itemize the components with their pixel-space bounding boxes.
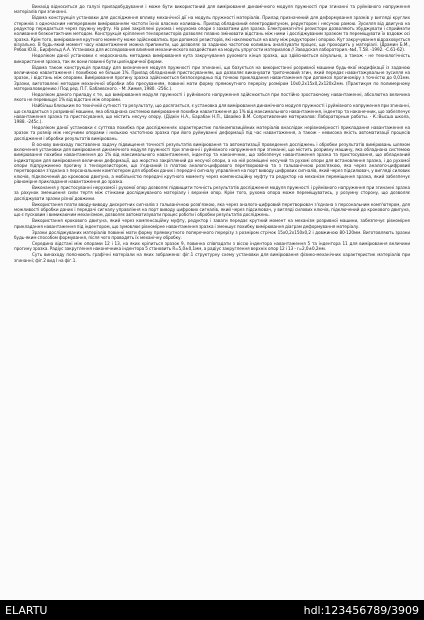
paragraph: Винахід відноситься до галузі приладобудування і може бути використаний для вимірювання динамічного модуля пружності при згинанні та руйнівного напруження матеріалів при згинанні.	[14, 4, 410, 15]
paragraph: Виконання у пристосуванні нерухомої і рухомої опор дозволяє підвищити точність результатів дослідження модуля пружності і руйнівного напруження при згинанні зразка за рахунок зменшення сили тертя між стінками досліджуваного матеріалу і верхнім опор. Крім того, рухома опора може переміщуватись, у розумну сторону, що дозволяє досліджувати зразки різної довжини.	[14, 185, 410, 201]
paragraph: Середина відстані між опорами 12 і 13, на яких кріпиться зразок 9, повинна співпадати з віссю індентора навантаження 5 та індентора 11 для вимірювання величини прогину зразка. Радіус закруглення наконечника індентора 5 становить R=5,0±0,1мм, а радіус закруглення верхніх опор 12 і 13 - r=2,0±0,2мм.	[14, 240, 410, 252]
paragraph: В основу винаходу поставлено задачу підвищення точності результатів вимірювання та автоматизації проведення досліджень і обробки результатів вимірювань шляхом включення установки для вимірювання динамічного модуля пружності при згинанні і руйнівного напруження при згинанні, що містить розривну машину, яка обладнана системою вимірювання похибки навантаження до 1% від максимального навантаження, індентор та наконечник, що забезпечує навантаження зразка та пристосування, що обладнаний індикатором для вимірювання величини деформації, що жорстко закріплений до несучої опори, а на ній розміщені несучий та рухомі опори для встановлення зразка, і до рухомої опори підпружинено прогину з тензорезистором, що з'єднаний із платою аналого-цифрового перетворювача та з гальванічною розв'язкою, яка через аналого-цифровий перетворювач з'єднана з персональним комп'ютером для обробки даних і передачі сигналу управління на порт виводу цифрових сигналів, який через підсилювач, у вигляді силових ключів, підключений до кроковою двигуна, а мобільністю передачі крутного моменту через компенсаційну муфту та редуктор на механізм переміщення зразка, який забезпечує рівномірне прикладання навантаження до зразка.	[14, 141, 410, 185]
paragraph: Недоліком даного приладу є те, що вимірювання модуля пружності і руйнівного напруження здійснюється при постійно зростаючому навантаженні, абсолютна величина якого не перевищує 1% від відстані між опорами.	[14, 91, 410, 103]
handle-label: hdl:123456789/3909	[303, 603, 419, 617]
paragraph: Використання крокового двигуна, який через компенсаційну муфту, редуктор і заваги передає крутний момент на механізм розривної машини, забезпечує рівномірне прикладання навантаження під індентором, що зумовлює рівномірне навантаження зразка і зменшує похибку вимірювання діаграм деформування матеріалу.	[14, 218, 410, 229]
paragraph: Використання плати вводу-виводу дискретних сигналів з гальванічною розв'язкою, яка через аналого-цифровий перетворювач з'єднана з персональним комп'ютером, для можливості обробки даних і передачі сигналу управління на порт виводу цифрових сигналів, який через підсилювач, у вигляді силових ключів, підключений до крокового двигуна, що є пусковим і вимикаючим механізмом, дозволяє автоматизувати процес роботи і обробки результатів досліджень.	[14, 201, 410, 218]
paragraph: Суть винаходу пояснюють графічні матеріали на яких зображено: фіг.1 структурну схему установки для вимірювання фізико-механічних характеристик матеріалів при згинанні; фіг.2 вид I на фіг.1.	[14, 252, 410, 263]
repository-label: ELARTU	[5, 603, 48, 617]
paragraph: Відома також конструкція приладу для визначення модуля пружності при згинанні, що базується на використанні розривної машини будь-якої модифікації із заданою величиною навантаження і похибкою не більше 1%. Прилад обладнаний пристосуванням, що дозволяє виконувати триточковий згин, який передає навантажувальне зусилля на зразок, і відстань між опорами. Вимірювання прогину зразка здійснюється безпосередньо під точкою прикладання навантаження при допомозі прогиноміру з точністю до 0,01мм. Зразки, виготовлені методом механічної обробки або пресуванням, повинні мати форму прямокутного перерізу розміром 10х0,2х15х0,2х120х2мм. (Практикум по полимерному материаловедению / Под ред. П.Г. Бабаевского. - М:.Химия, 1980. -256с.).	[14, 64, 410, 91]
paragraph: Недоліком даної установки є недоскональ методика вимірювання кута закручування рухомого кінця зразка, що здійснюється візуально, а також - не технологічність використання зразка, так як вони повинні бути циліндричної форми.	[14, 53, 410, 64]
paragraph: Зразки досліджуваних матеріалів повинні мати форму прямокутного поперечного перерізу з розміром стрічок 15х0,2х150х0,2 і довжиною 80-120мм. Виготовляють зразки будь-яким способом формування, після чого проводять їх механічну обробку.	[14, 229, 410, 240]
footer-bar	[0, 600, 424, 620]
paragraph: Відома конструкція установки для дослідження впливу механічної дії на модуль пружності матеріалів. Прилад призначений для деформування зразків у вигляді круглих стержнів з одночасним неперервним вимірюванням частоти їхніх власних коливань. Прилад обладнаний електродвигуном, редуктором і несучою рамою. Зусилля від двигуна на редуктор передається через пружну муфту. На рамі закріплені рухома і нерухома опори з захватами для зразка. Електромагнітні резистори дозволяють збуджувати і сприймати коливання безконтактним методом. Конструкція кріплення тензорезисторів дозволяє плавно змінювати відстань між ними і досліджуваним зразком та переміщувати їх вздовж осі зразка. Крім того, вимірювання крутного моменту може здійснюватись при допомозі резисторів, які наклеюються на валу між редуктором і опорою. Кут закручування відраховується візуально. В будь-який момент часу навантаження можна припинити, що дозволяє за заданою частотою коливань аналізувати процес, що проходить у матеріалі. (Драмин Б.М., Рябов Ю.В., Бирфельд А.А. Установка для исследования влияния механического воздействия на модуль упругости материалов // Заводская лаборатория.-№4, Т.58. -1992. -С.61-62).	[14, 15, 410, 53]
paragraph: Недоліком даної установки є суттєва похибка при дослідженнях характеристик полікомпозиційних матеріалів внаслідок нерівномірності прикладання навантаження на зразок та розмір між несучими опорами і низькою частотною зразка при його руйнуванні деформації під час навантаження, а також - невисока якість автоматизації процесів дослідження і обробки результатів вимірювань.	[14, 125, 410, 141]
paragraph: Найбільш близьким по технічній сутності та результату, що досягається, є установка для вимірювання динамічного модуля пружності і руйнівного напруження при згинанні, що складається з розривної машини, яка обладнана системою вимірювання похибки навантаження до 1% від максимального навантаження, індентор та наконечник, що забезпечує навантаження зразка та пристосування, що містить несучу опору. (Дідкін Н.А., Барабан Н.П., Швайко В.М. Сопротивление материалов: Лабораторные работы. - К.:Высша школа, 1988. -245с.).	[14, 103, 410, 125]
